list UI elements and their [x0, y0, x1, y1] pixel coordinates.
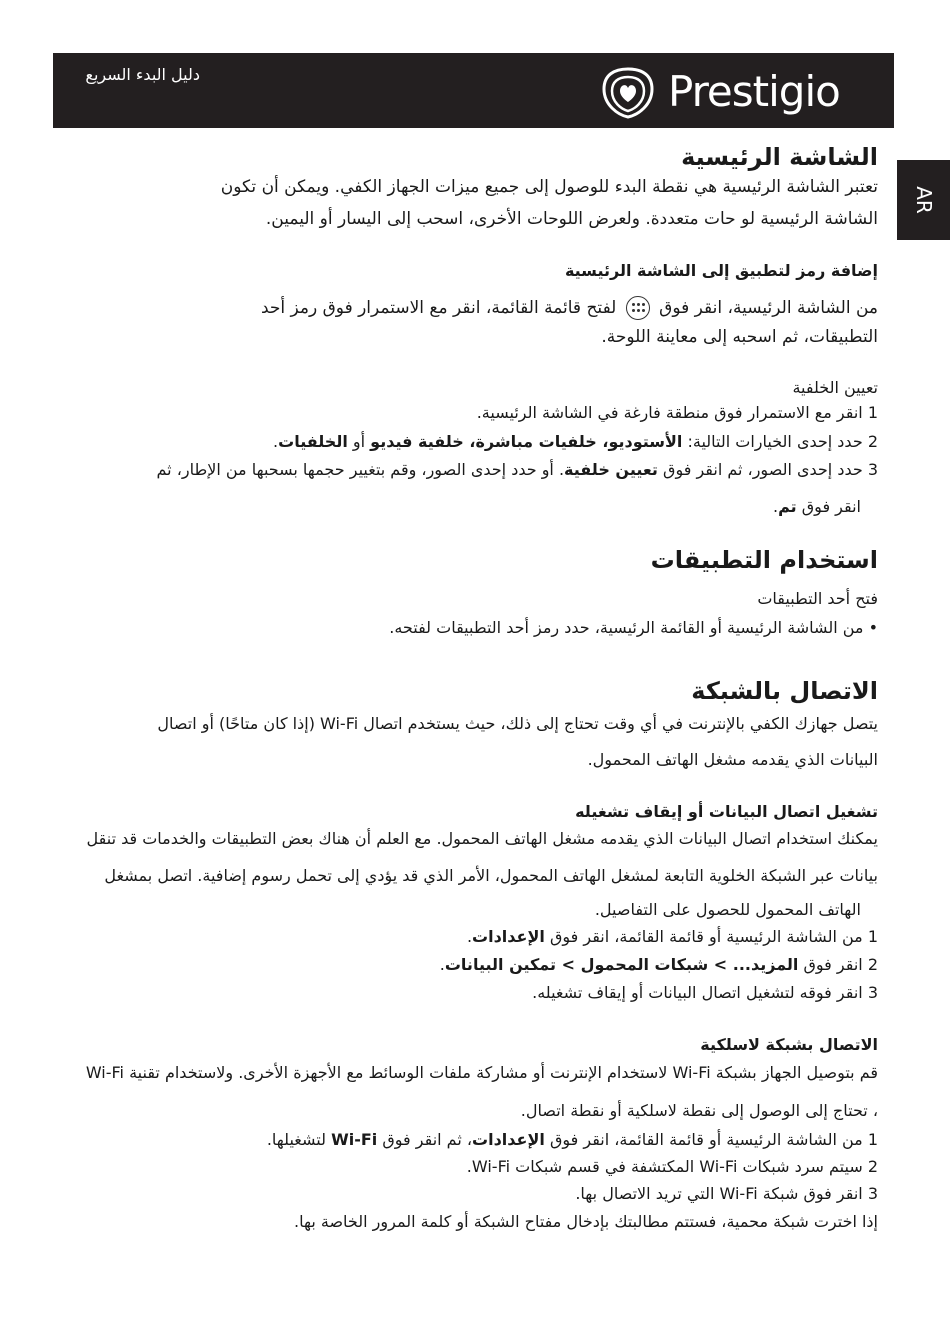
step-item: 2 حدد إحدى الخيارات التالية: الأستوديو، خلفيات مباشرة، خلفية فيديو أو الخلفيات. [273, 432, 878, 451]
section-title-home: الشاشة الرئيسية [681, 143, 878, 171]
paragraph-line: التطبيقات، ثم اسحبه إلى معاينة اللوحة. [601, 327, 878, 347]
paragraph-line: تعتبر الشاشة الرئيسية هي نقطة البدء للوصول إلى جميع ميزات الجهاز الكفي. ويمكن أن تكون [220, 177, 878, 197]
paragraph-line: من الشاشة الرئيسية، انقر فوق لفتح قائمة القائمة، انقر مع الاستمرار فوق رمز أحد [260, 298, 878, 318]
section-title-apps: استخدام التطبيقات [650, 546, 878, 574]
paragraph-line: يتصل جهازك الكفي بالإنترنت في أي وقت تحتاج إلى ذلك، حيث يستخدم اتصال Wi-Fi (إذا كان متاحًا) أو اتصال [157, 714, 878, 733]
step-item: 3 انقر فوقه لتشغيل اتصال البيانات أو إيقاف تشغيله. [532, 983, 878, 1002]
guide-title: دليل البدء السريع [85, 65, 200, 84]
subsection-title: تعيين الخلفية [792, 378, 878, 397]
header-bar [53, 53, 894, 128]
brand-logo [598, 65, 888, 119]
step-continuation: انقر فوق تم. [773, 497, 861, 516]
step-item: 1 من الشاشة الرئيسية أو قائمة القائمة، انقر فوق الإعدادات. [466, 927, 878, 946]
subsection-title: تشغيل اتصال البيانات أو إيقاف تشغيله [575, 802, 878, 821]
brand-name: Prestigio [668, 67, 840, 116]
step-item: 3 انقر فوق شبكة Wi-Fi التي تريد الاتصال بها. [575, 1184, 878, 1203]
paragraph-line: الشاشة الرئيسية لو حات متعددة. ولعرض اللوحات الأخرى، اسحب إلى اليسار أو اليمين. [265, 209, 878, 229]
step-item: 1 انقر مع الاستمرار فوق منطقة فارغة في الشاشة الرئيسية. [476, 403, 878, 422]
subsection-title: فتح أحد التطبيقات [757, 589, 878, 608]
paragraph-line: بيانات عبر الشبكة الخلوية التابعة لمشغل الهاتف المحمول، الأمر الذي قد يؤدي إلى تحمل رسوم إضافية. اتصل بمشغل [104, 866, 878, 885]
shield-logo-icon [598, 65, 658, 119]
section-title-network: الاتصال بالشبكة [691, 677, 878, 705]
step-item: 2 انقر فوق المزيد... > شبكات المحمول > تمكين البيانات. [439, 955, 878, 974]
subsection-title: إضافة رمز لتطبيق إلى الشاشة الرئيسية [564, 261, 878, 280]
paragraph-line: الهاتف المحمول للحصول على التفاصيل. [594, 900, 861, 919]
paragraph-line: قم بتوصيل الجهاز بشبكة Wi-Fi لاستخدام الإنترنت أو مشاركة ملفات الوسائط مع الأجهزة الأخرى. ولاستخدام تقنية Wi-Fi [85, 1063, 878, 1082]
paragraph-line: يمكنك استخدام اتصال البيانات الذي يقدمه مشغل الهاتف المحمول. مع العلم أن هناك بعض التطبيقات والخدمات قد تنقل [86, 829, 878, 848]
paragraph-line: ، تحتاج إلى الوصول إلى نقطة لاسلكية أو نقطة اتصال. [520, 1101, 878, 1120]
step-item: 2 سيتم سرد شبكات Wi-Fi المكتشفة في قسم شبكات Wi-Fi. [466, 1157, 878, 1176]
paragraph-line: البيانات الذي يقدمه مشغل الهاتف المحمول. [587, 750, 878, 769]
step-item: 1 من الشاشة الرئيسية أو قائمة القائمة، انقر فوق الإعدادات، ثم انقر فوق Wi-Fi لتشغيلها. [266, 1130, 878, 1149]
step-item: 3 حدد إحدى الصور، ثم انقر فوق تعيين خلفية. أو حدد إحدى الصور، وقم بتغيير حجمها بسحبها من الإطار، ثم [156, 460, 878, 479]
subsection-title: الاتصال بشبكة لاسلكية [700, 1035, 878, 1054]
language-tab [897, 160, 950, 240]
language-code: AR [911, 186, 936, 214]
app-menu-grid-icon [626, 296, 650, 320]
bullet-item: • من الشاشة الرئيسية أو القائمة الرئيسية، حدد رمز أحد التطبيقات لفتحه. [389, 618, 878, 637]
note-line: إذا اخترت شبكة محمية، فستتم مطالبتك بإدخال مفتاح الشبكة أو كلمة المرور الخاصة بها. [294, 1212, 878, 1231]
